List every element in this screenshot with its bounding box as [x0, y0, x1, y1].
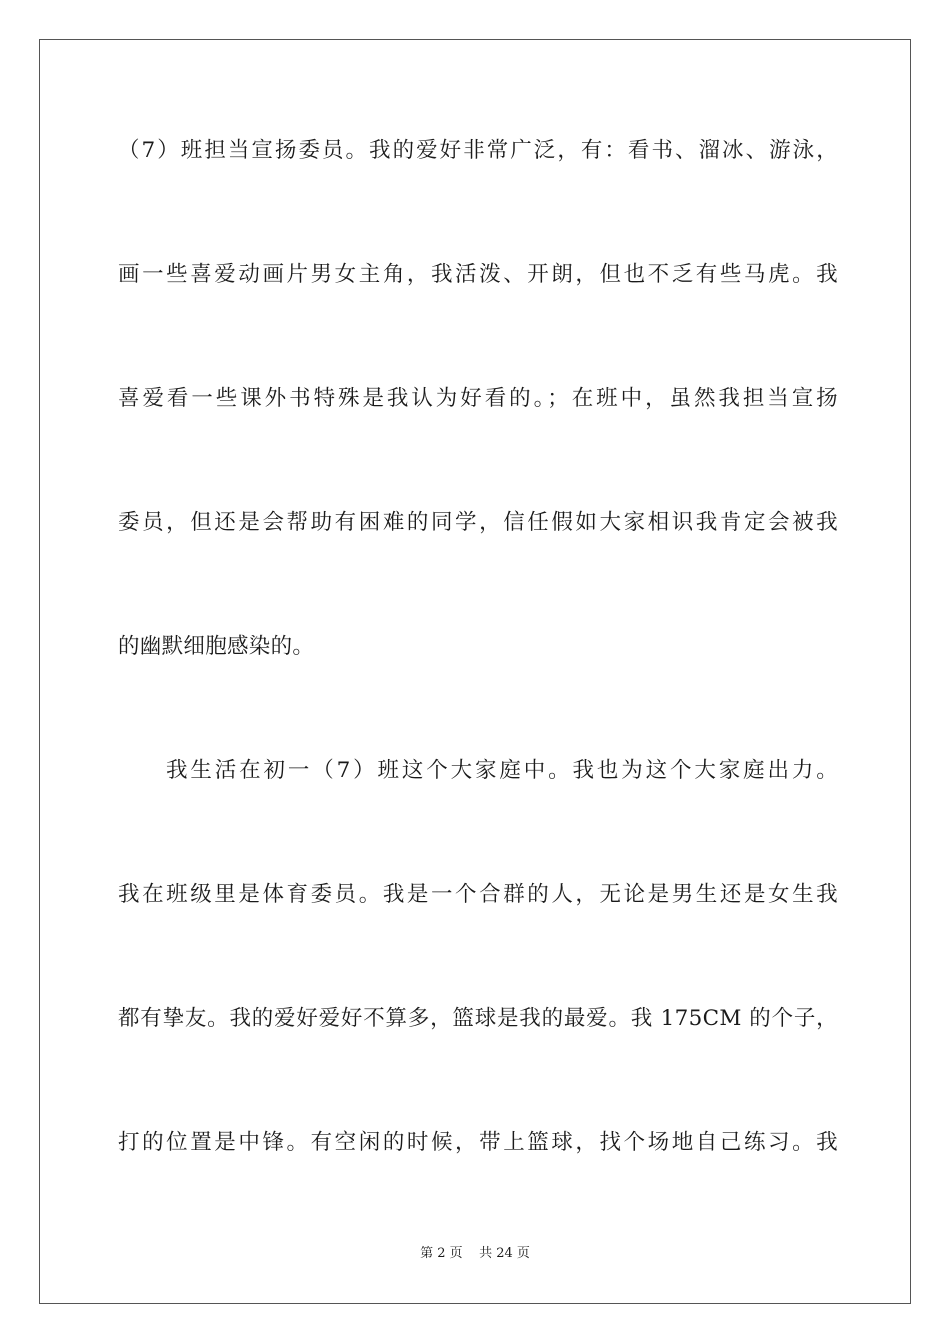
paragraph-line-2: 画一些喜爱动画片男女主角，我活泼、开朗，但也不乏有些马虎。我 [118, 262, 838, 287]
paragraph-line-6: 我生活在初一（7）班这个大家庭中。我也为这个大家庭出力。 [166, 758, 838, 783]
paragraph-line-9: 打的位置是中锋。有空闲的时候，带上篮球，找个场地自己练习。我 [118, 1130, 838, 1155]
paragraph-line-7: 我在班级里是体育委员。我是一个合群的人，无论是男生还是女生我 [118, 882, 838, 907]
paragraph-line-5: 的幽默细胞感染的。 [118, 634, 315, 659]
paragraph-line-4: 委员，但还是会帮助有困难的同学，信任假如大家相识我肯定会被我 [118, 510, 838, 535]
page-number-footer: 第 2 页 共 24 页 [420, 1246, 530, 1261]
paragraph-line-1: （7）班担当宣扬委员。我的爱好非常广泛，有：看书、溜冰、游泳， [118, 138, 838, 163]
page-border [39, 39, 911, 1304]
paragraph-line-8: 都有挚友。我的爱好爱好不算多，篮球是我的最爱。我 175CM 的个子， [118, 1006, 838, 1031]
paragraph-line-3: 喜爱看一些课外书特殊是我认为好看的。；在班中，虽然我担当宣扬 [118, 386, 838, 411]
